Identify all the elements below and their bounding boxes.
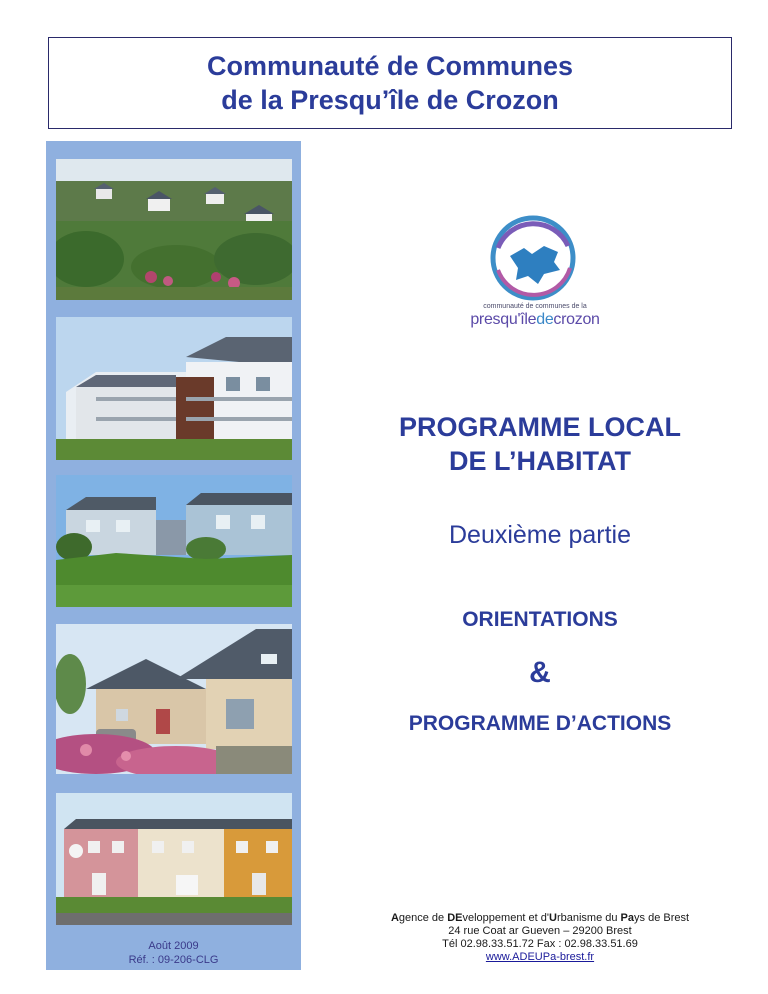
document-date: Août 2009 <box>148 940 199 952</box>
agency-website-link[interactable]: www.ADEUPa-brest.fr <box>485 951 595 963</box>
header-box <box>48 37 732 129</box>
logo-caption <box>450 311 620 329</box>
section-orientations: ORIENTATIONS <box>462 608 618 631</box>
colorful-row-houses-photo <box>56 793 292 925</box>
photo-strip <box>46 141 301 970</box>
section-programme-actions: PROGRAMME D’ACTIONS <box>408 712 672 735</box>
agency-address: 24 rue Coat ar Gueven – 29200 Brest <box>448 925 632 937</box>
terraced-houses-flowers-photo <box>56 624 292 774</box>
document-reference: Réf. : 09-206-CLG <box>128 954 219 966</box>
ampersand: & <box>529 656 551 689</box>
title-line-2: DE L’HABITAT <box>449 446 631 476</box>
logo-caption-part3: crozon <box>553 311 600 328</box>
header-line-2: de la Presqu’île de Crozon <box>221 85 559 115</box>
apartment-building-photo <box>56 317 292 460</box>
logo-caption-part2: de <box>536 311 554 328</box>
subtitle: Deuxième partie <box>448 521 632 549</box>
header-line-1: Communauté de Communes <box>206 51 574 81</box>
title-line-1: PROGRAMME LOCAL <box>399 412 681 442</box>
logo-caption-part1: presqu'île <box>470 311 537 328</box>
agency-name: Agence de DEveloppement et d'Urbanisme du Pays de Brest <box>390 912 690 924</box>
logo-caption-small: communauté de communes de la <box>483 303 587 310</box>
agency-phone: Tél 02.98.33.51.72 Fax : 02.98.33.51.69 <box>442 938 638 950</box>
grey-blue-houses-photo <box>56 475 292 607</box>
document-title <box>360 410 720 478</box>
agency-block <box>360 912 720 964</box>
coastal-village-photo <box>56 159 292 300</box>
